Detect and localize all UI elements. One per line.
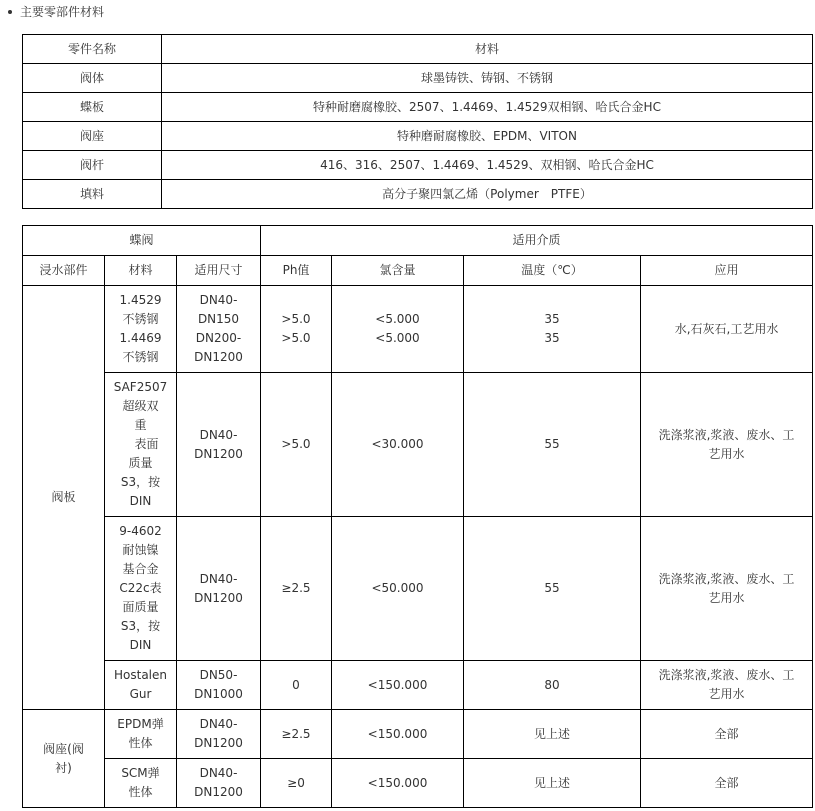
ph-cell: ≥2.5 [261, 517, 332, 661]
header-application: 应用 [641, 256, 813, 286]
temperature-cell: 80 [464, 661, 641, 710]
ph-cell: >5.0 >5.0 [261, 286, 332, 373]
material-cell: 9-4602 耐蚀镍 基合金 C22c表 面质量 S3，按 DIN [105, 517, 177, 661]
temperature-cell: 55 [464, 517, 641, 661]
ph-cell: >5.0 [261, 373, 332, 517]
header-applicable-media: 适用介质 [261, 226, 813, 256]
chlorine-cell: <50.000 [332, 517, 464, 661]
size-cell: DN40- DN1200 [177, 759, 261, 808]
application-cell: 全部 [641, 710, 813, 759]
header-material: 材料 [105, 256, 177, 286]
chlorine-cell: <150.000 [332, 759, 464, 808]
header-material: 材料 [162, 35, 813, 64]
heading-text: 主要零部件材料 [20, 5, 105, 19]
sub-header-row [23, 256, 813, 286]
table-row [23, 710, 813, 759]
header-wetted-part: 浸水部件 [23, 256, 105, 286]
bullet-icon [8, 10, 12, 14]
ph-cell: ≥2.5 [261, 710, 332, 759]
ph-cell: 0 [261, 661, 332, 710]
temperature-cell: 见上述 [464, 759, 641, 808]
table-row [23, 517, 813, 661]
application-cell: 洗涤浆液,浆液、废水、工 艺用水 [641, 373, 813, 517]
table-row [23, 286, 813, 373]
table-row [23, 661, 813, 710]
table-row [23, 759, 813, 808]
size-cell: DN40- DN1200 [177, 710, 261, 759]
size-cell: DN40- DN1200 [177, 517, 261, 661]
size-cell: DN50- DN1000 [177, 661, 261, 710]
part-name-cell: 填料 [23, 180, 162, 209]
table-header-row [23, 35, 813, 64]
table-row [23, 151, 813, 180]
part-name-cell: 阀座 [23, 122, 162, 151]
parts-material-table [22, 34, 813, 209]
table-row [23, 373, 813, 517]
chlorine-cell: <5.000 <5.000 [332, 286, 464, 373]
header-part-name: 零件名称 [23, 35, 162, 64]
material-cell: 1.4529 不锈钢 1.4469 不锈钢 [105, 286, 177, 373]
material-cell: 特种磨耐腐橡胶、EPDM、VITON [162, 122, 813, 151]
header-ph: Ph值 [261, 256, 332, 286]
size-cell: DN40- DN1200 [177, 373, 261, 517]
application-cell: 全部 [641, 759, 813, 808]
material-cell: 416、316、2507、1.4469、1.4529、双相钢、哈氏合金HC [162, 151, 813, 180]
header-temperature: 温度（℃） [464, 256, 641, 286]
material-cell: SCM弹 性体 [105, 759, 177, 808]
material-cell: 特种耐磨腐橡胶、2507、1.4469、1.4529双相钢、哈氏合金HC [162, 93, 813, 122]
part-cell-seat: 阀座(阀 衬) [23, 710, 105, 808]
chlorine-cell: <150.000 [332, 710, 464, 759]
material-cell: 球墨铸铁、铸钢、不锈钢 [162, 64, 813, 93]
part-cell-disc: 阀板 [23, 286, 105, 710]
material-cell: 高分子聚四氯乙烯（Polymer PTFE） [162, 180, 813, 209]
material-cell: Hostalen Gur [105, 661, 177, 710]
material-cell: SAF2507 超级双 重 表面 质量 S3，按 DIN [105, 373, 177, 517]
section-heading [6, 3, 104, 21]
header-chlorine: 氯含量 [332, 256, 464, 286]
application-cell: 水,石灰石,工艺用水 [641, 286, 813, 373]
header-butterfly-valve: 蝶阀 [23, 226, 261, 256]
size-cell: DN40- DN150 DN200- DN1200 [177, 286, 261, 373]
temperature-cell: 35 35 [464, 286, 641, 373]
part-name-cell: 阀体 [23, 64, 162, 93]
temperature-cell: 见上述 [464, 710, 641, 759]
media-suitability-table [22, 225, 813, 808]
group-header-row [23, 226, 813, 256]
application-cell: 洗涤浆液,浆液、废水、工 艺用水 [641, 517, 813, 661]
table-row [23, 180, 813, 209]
part-name-cell: 蝶板 [23, 93, 162, 122]
chlorine-cell: <150.000 [332, 661, 464, 710]
part-name-cell: 阀杆 [23, 151, 162, 180]
chlorine-cell: <30.000 [332, 373, 464, 517]
ph-cell: ≥0 [261, 759, 332, 808]
application-cell: 洗涤浆液,浆液、废水、工 艺用水 [641, 661, 813, 710]
temperature-cell: 55 [464, 373, 641, 517]
table-row [23, 122, 813, 151]
header-size: 适用尺寸 [177, 256, 261, 286]
material-cell: EPDM弹 性体 [105, 710, 177, 759]
table-row [23, 64, 813, 93]
table-row [23, 93, 813, 122]
